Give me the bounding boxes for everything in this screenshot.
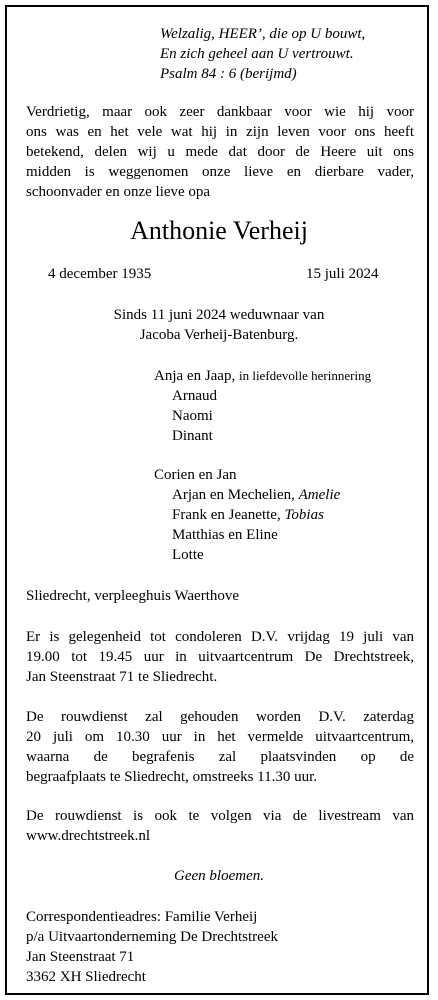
correspondence-line: Jan Steenstraat 71	[26, 949, 135, 965]
correspondence-line: 3362 XH Sliedrecht	[26, 969, 146, 985]
grandchild-entry	[172, 505, 324, 525]
grandchild-name: Dinant	[172, 428, 213, 444]
widower-line-2: Jacoba Verheij-Batenburg.	[139, 327, 299, 343]
intro-line: Verdrietig, maar ook zeer dankbaar voor wie hij voor	[26, 104, 414, 120]
place-of-death: Sliedrecht, verpleeghuis Waerthove	[26, 588, 240, 604]
intro-line: betekend, delen wij u mede dat door de Heere uit ons	[26, 144, 414, 160]
deceased-name: Anthonie Verheij	[130, 216, 308, 245]
grandchild-couple: Arjan en Mechelien,	[172, 487, 295, 503]
service-paragraph	[26, 707, 414, 787]
service-line: begraafplaats te Sliedrecht, omstreeks 11.30 uur.	[26, 769, 318, 785]
intro-paragraph	[26, 102, 414, 202]
livestream-url: www.drechtstreek.nl	[26, 828, 150, 844]
remembrance-note: in liefdevolle herinnering	[238, 368, 372, 383]
verse-line-1: Welzalig, HEER’, die op U bouwt,	[160, 26, 366, 42]
parents-names: Anja en Jaap,	[154, 368, 236, 384]
grandchild-name: Arnaud	[172, 388, 217, 404]
intro-line: midden is weggenomen onze lieve en dierbare vader,	[26, 164, 414, 180]
no-flowers-note: Geen bloemen.	[174, 868, 264, 884]
great-grandchild-name: Amelie	[298, 487, 341, 503]
livestream-paragraph	[26, 806, 414, 846]
service-line: De rouwdienst zal gehouden worden D.V. zaterdag	[26, 709, 414, 725]
service-line: 20 juli om 10.30 uur in het vermelde uitvaartcentrum,	[26, 729, 414, 745]
intro-line: schoonvader en onze lieve opa	[26, 184, 211, 200]
grandchild-entry: Matthias en Eline	[172, 527, 278, 543]
correspondence-line: Correspondentieadres: Familie Verheij	[26, 909, 258, 925]
widower-line-1: Sinds 11 juni 2024 weduwnaar van	[113, 307, 325, 323]
condolence-paragraph	[26, 627, 414, 687]
grandchild-entry: Lotte	[172, 547, 204, 563]
intro-line: ons was en het vele wat hij in zijn leven voor ons heeft	[26, 124, 414, 140]
birth-date: 4 december 1935	[48, 266, 152, 282]
service-line: waarna de begrafenis zal plaatsvinden op de	[26, 749, 414, 765]
great-grandchild-name: Tobias	[284, 507, 324, 523]
condolence-line: 19.00 tot 19.45 uur in uitvaartcentrum De Drechtstreek,	[26, 649, 414, 665]
condolence-line: Er is gelegenheid tot condoleren D.V. vrijdag 19 juli van	[26, 629, 414, 645]
grandchild-couple: Frank en Jeanette,	[172, 507, 281, 523]
livestream-line: De rouwdienst is ook te volgen via de livestream van	[26, 808, 414, 824]
verse-line-2: En zich geheel aan U vertrouwt.	[160, 46, 354, 62]
death-date: 15 juli 2024	[306, 266, 379, 282]
family-group-2-parents: Corien en Jan	[154, 467, 237, 483]
grandchild-entry	[172, 485, 340, 505]
grandchild-name: Naomi	[172, 408, 213, 424]
family-group-1-parents	[154, 366, 371, 386]
condolence-line: Jan Steenstraat 71 te Sliedrecht.	[26, 669, 218, 685]
verse-reference: Psalm 84 : 6 (berijmd)	[160, 66, 297, 82]
correspondence-line: p/a Uitvaartonderneming De Drechtstreek	[26, 929, 278, 945]
